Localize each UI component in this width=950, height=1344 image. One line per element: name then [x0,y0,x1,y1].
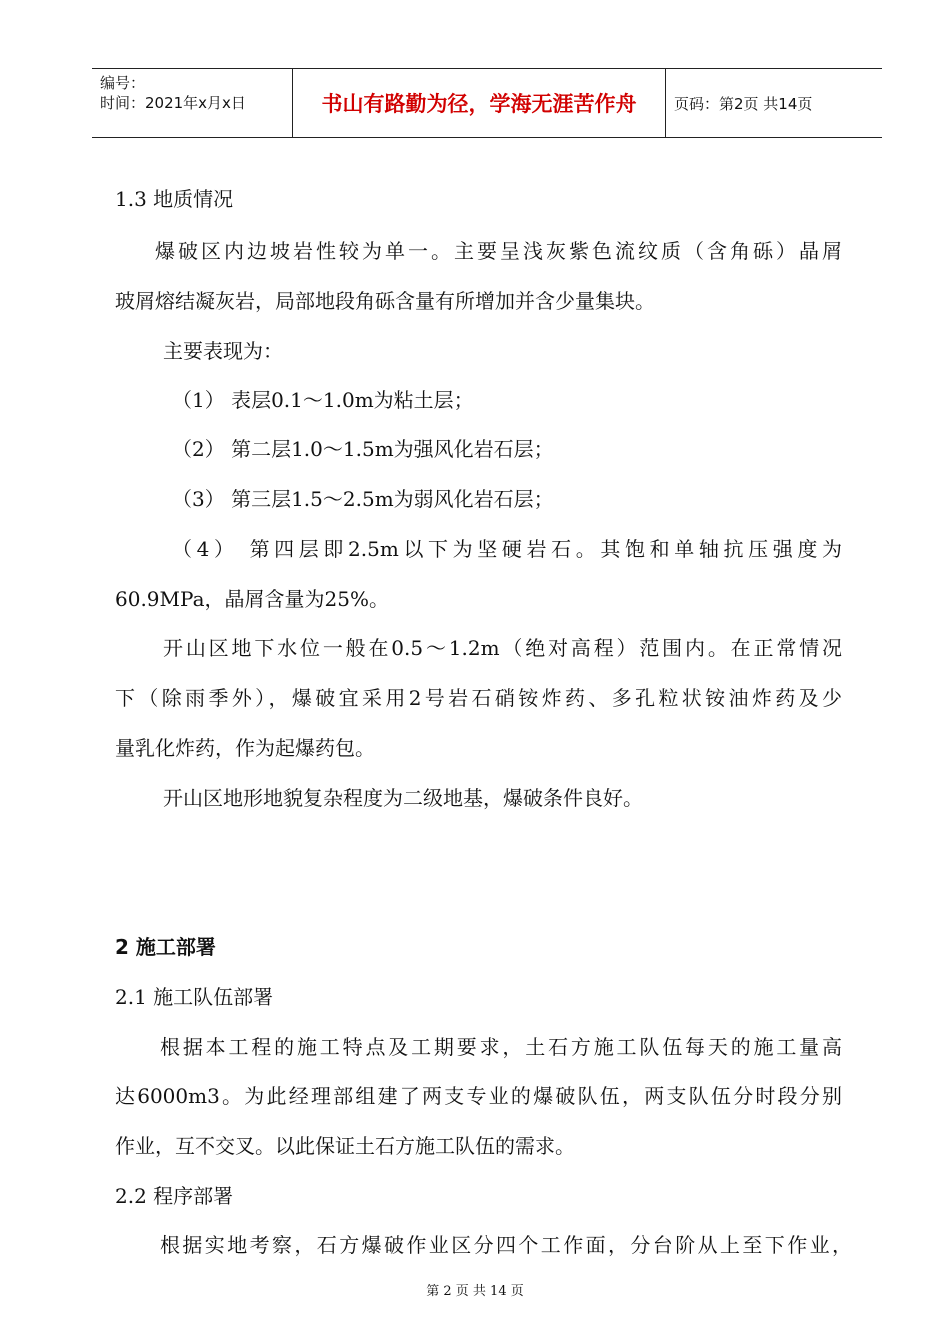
list-item: （3） 第三层1.5～2.5m为弱风化岩石层； [172,487,554,511]
section-heading-1-3: 1.3 地质情况 [115,187,234,211]
paragraph-line: 作业，互不交叉。以此保证土石方施工队伍的需求。 [115,1134,575,1158]
paragraph-line: 根据实地考察，石方爆破作业区分四个工作面，分台阶从上至下作业， [160,1233,852,1257]
document-time: 时间：2021年x月x日 [100,94,246,112]
paragraph-line: 主要表现为： [163,339,283,363]
list-item: （2） 第二层1.0～1.5m为强风化岩石层； [172,437,554,461]
section-heading-2: 2 施工部署 [115,935,216,959]
list-item: （1） 表层0.1～1.0m为粘土层； [172,388,474,412]
paragraph-line: 达6000m3。为此经理部组建了两支专业的爆破队伍，两支队伍分时段分别 [115,1084,842,1108]
paragraph-line: 60.9MPa，晶屑含量为25%。 [115,587,389,611]
header-divider [665,69,666,137]
paragraph-line: 玻屑熔结凝灰岩，局部地段角砾含量有所增加并含少量集块。 [115,289,655,313]
list-item: （4） 第四层即2.5m以下为坚硬岩石。其饱和单轴抗压强度为 [172,537,842,561]
page-footer: 第 2 页 共 14 页 [426,1284,524,1299]
paragraph-line: 开山区地形地貌复杂程度为二级地基，爆破条件良好。 [163,786,643,810]
paragraph-line: 下（除雨季外），爆破宜采用2号岩石硝铵炸药、多孔粒状铵油炸药及少 [115,686,842,710]
document-number-label: 编号： [100,74,146,92]
page-header [92,68,882,138]
paragraph-line: 爆破区内边坡岩性较为单一。主要呈浅灰紫色流纹质（含角砾）晶屑 [155,239,842,263]
header-page-info: 页码：第2页 共14页 [674,94,813,113]
paragraph-line: 根据本工程的施工特点及工期要求，土石方施工队伍每天的施工量高 [160,1035,842,1059]
header-meta [100,73,290,113]
section-heading-2-1: 2.1 施工队伍部署 [115,985,274,1009]
paragraph-line: 开山区地下水位一般在0.5～1.2m（绝对高程）范围内。在正常情况 [163,636,842,660]
header-motto: 书山有路勤为径，学海无涯苦作舟 [321,92,637,116]
section-heading-2-2: 2.2 程序部署 [115,1184,234,1208]
paragraph-line: 量乳化炸药，作为起爆药包。 [115,736,375,760]
